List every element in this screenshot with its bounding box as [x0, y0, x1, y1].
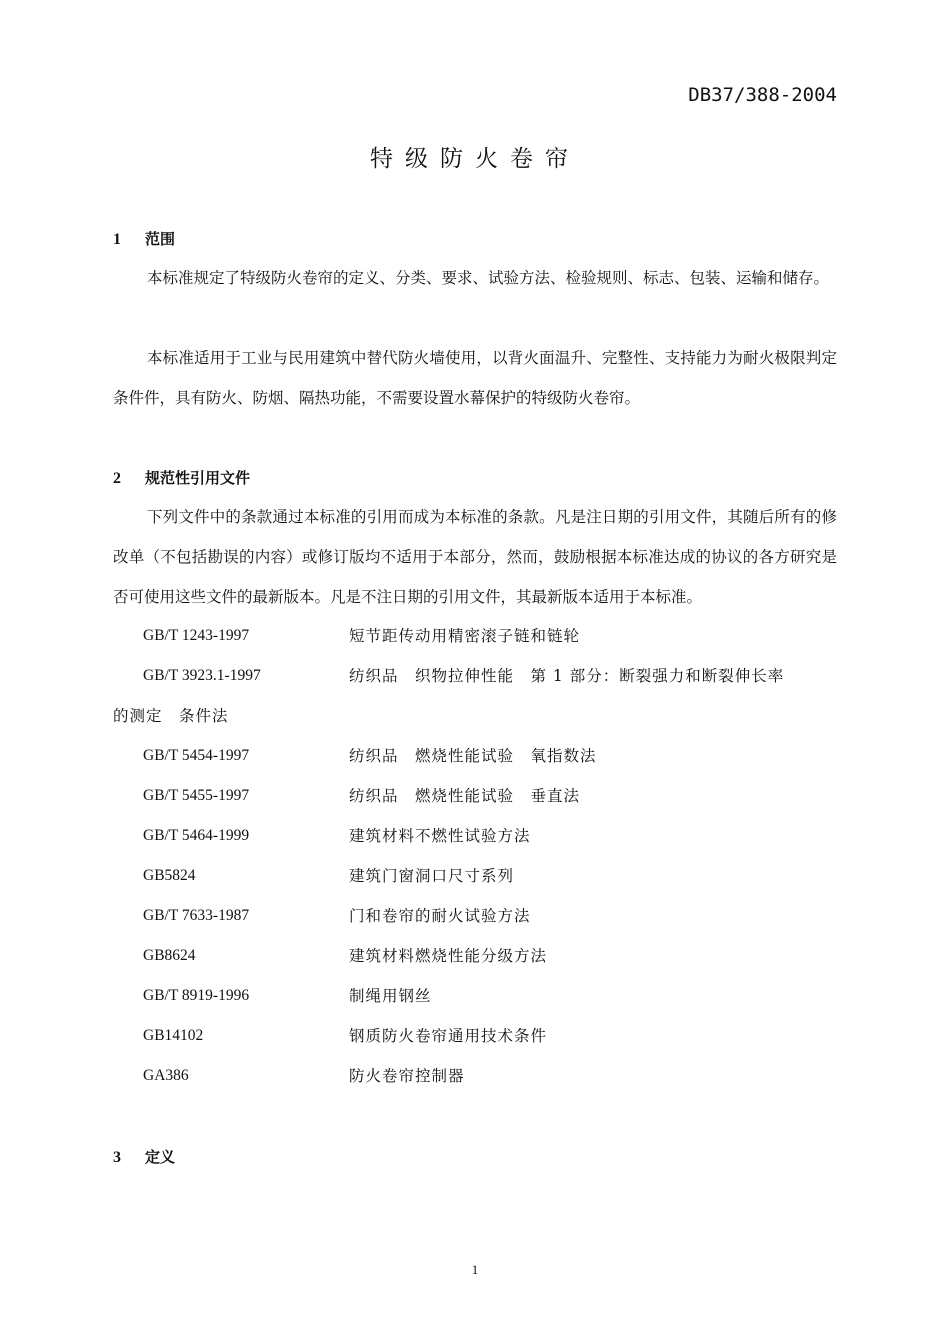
reference-code: GB/T 1243-1997 — [143, 627, 250, 644]
reference-row — [143, 976, 843, 1016]
section-title: 规范性引用文件 — [145, 469, 251, 487]
section-3-heading — [113, 1146, 175, 1167]
reference-title: 短节距传动用精密滚子链和链轮 — [349, 627, 581, 645]
reference-title: 建筑门窗洞口尺寸系列 — [349, 867, 515, 885]
reference-row — [143, 1016, 843, 1056]
reference-code: GB/T 7633-1987 — [143, 907, 250, 924]
reference-code: GB5824 — [143, 867, 196, 884]
reference-title-continuation: 的测定 条件法 — [113, 707, 229, 725]
reference-title: 制绳用钢丝 — [349, 987, 432, 1005]
section-number: 2 — [113, 470, 121, 487]
reference-row — [143, 896, 843, 936]
reference-title: 纺织品 燃烧性能试验 垂直法 — [349, 787, 581, 805]
references-intro-paragraph: 下列文件中的条款通过本标准的引用而成为本标准的条款。凡是注日期的引用文件，其随后所有的修改单（不包括勘误的内容）或修订版均不适用于本部分，然而，鼓励根据本标准达成的协议的各方研究是否可使用这些文件的最新版本。凡是不注日期的引用文件，其最新版本适用于本标准。 — [113, 508, 837, 606]
reference-title: 纺织品 燃烧性能试验 氧指数法 — [349, 747, 597, 765]
reference-row — [143, 736, 843, 776]
reference-code: GB14102 — [143, 1027, 204, 1044]
reference-title: 纺织品 织物拉伸性能 第 1 部分：断裂强力和断裂伸长率 — [349, 667, 785, 685]
scope-paragraph-1: 本标准规定了特级防火卷帘的定义、分类、要求、试验方法、检验规则、标志、包装、运输和储存。 — [147, 269, 830, 287]
reference-row — [143, 936, 843, 976]
reference-row — [143, 776, 843, 816]
reference-row — [143, 656, 843, 696]
document-title: 特级防火卷帘 — [370, 146, 580, 172]
scope-paragraph-2: 本标准适用于工业与民用建筑中替代防火墙使用，以背火面温升、完整性、支持能力为耐火极限判定条件件，具有防火、防烟、隔热功能，不需要设置水幕保护的特级防火卷帘。 — [113, 349, 837, 407]
reference-row — [143, 1056, 843, 1096]
section-title: 范围 — [145, 230, 176, 248]
section-2-heading — [113, 467, 250, 488]
reference-code: GB/T 5455-1997 — [143, 787, 250, 804]
reference-row — [143, 616, 843, 656]
section-number: 3 — [113, 1149, 121, 1166]
reference-code: GB/T 5454-1997 — [143, 747, 250, 764]
reference-code: GB8624 — [143, 947, 196, 964]
reference-title: 建筑材料燃烧性能分级方法 — [349, 947, 548, 965]
reference-title: 门和卷帘的耐火试验方法 — [349, 907, 531, 925]
reference-row — [143, 816, 843, 856]
section-1-heading — [113, 228, 175, 249]
reference-title: 防火卷帘控制器 — [349, 1067, 465, 1085]
reference-code: GB/T 5464-1999 — [143, 827, 250, 844]
reference-code: GB/T 3923.1-1997 — [143, 667, 261, 684]
page-number: 1 — [471, 1262, 479, 1277]
reference-code: GA386 — [143, 1067, 189, 1084]
section-number: 1 — [113, 231, 121, 248]
standard-code: DB37/388-2004 — [688, 84, 837, 106]
reference-row — [143, 856, 843, 896]
section-title: 定义 — [145, 1148, 176, 1166]
reference-title: 建筑材料不燃性试验方法 — [349, 827, 531, 845]
reference-code: GB/T 8919-1996 — [143, 987, 250, 1004]
reference-title: 钢质防火卷帘通用技术条件 — [349, 1027, 548, 1045]
